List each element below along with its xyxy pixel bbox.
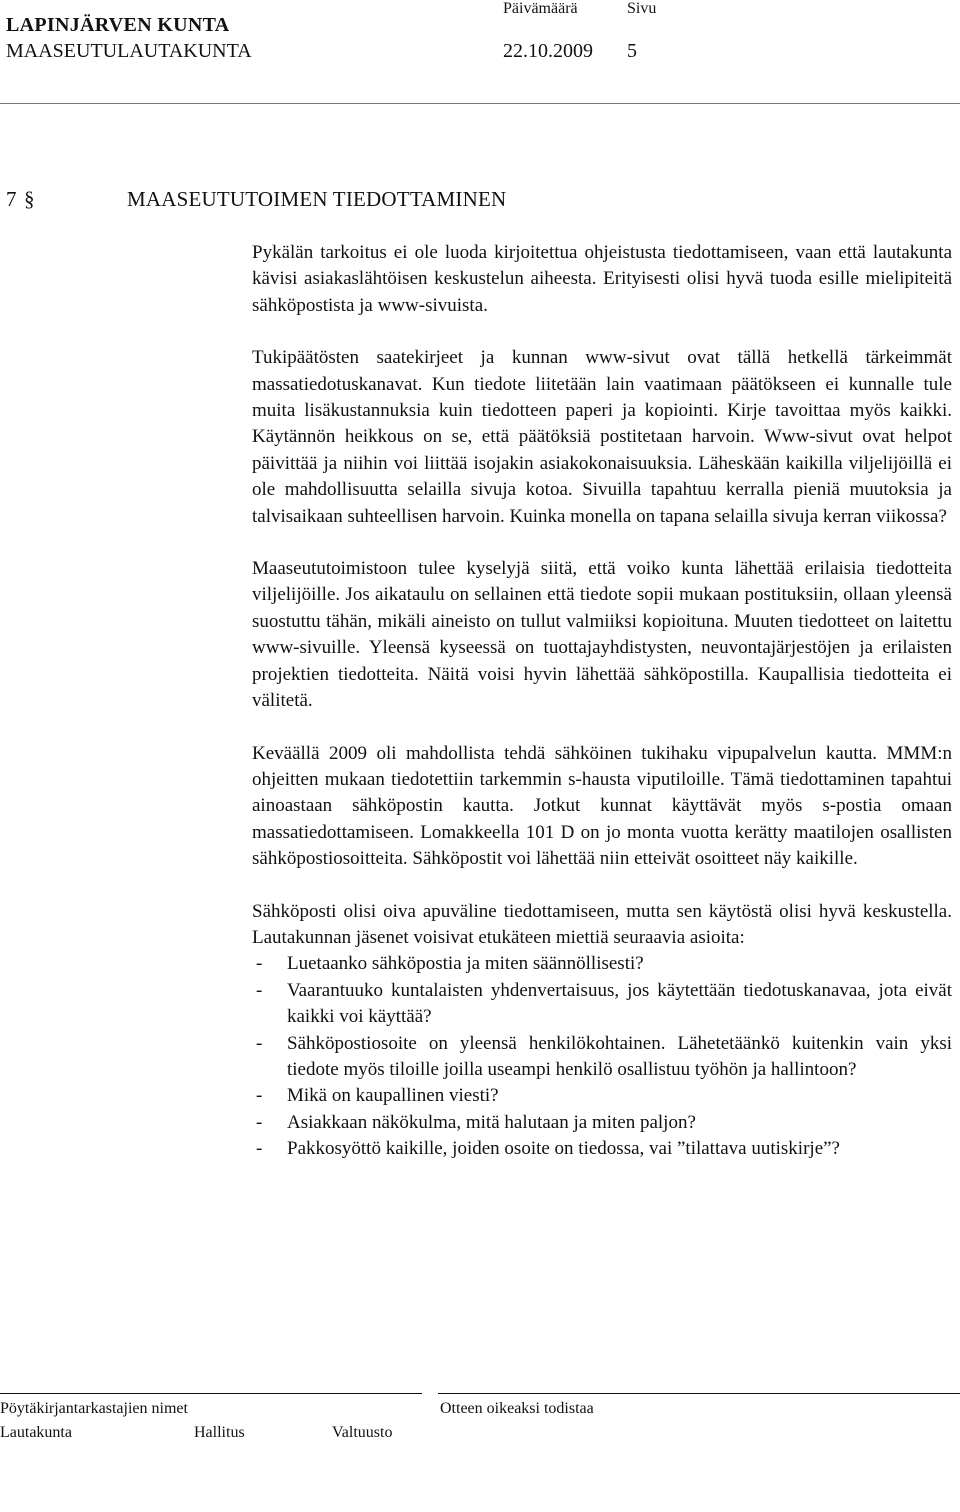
paragraph: Keväällä 2009 oli mahdollista tehdä sähköinen tukihaku vipupalvelun kautta. MMM:n ohjeitten mukaan tiedotettiin tarkemmin s-hausta viputiloille. Tämä tiedottaminen tapahtui ainoastaan sähköpostin kautta. Jotkut kunnat käyttävät myös s-postia omaan massatiedottamiseen. Lomakkeella 101 D on jo monta vuotta kerätty maatilojen osallisten sähköpostiosoitteita. Sähköpostit voi lähettää niin etteivät osoitteet näy kaikille. xyxy=(252,742,952,870)
list-item: - Sähköpostiosoite on yleensä henkilökohtainen. Lähetetäänkö kuitenkin vain yksi tiedote myös tiloille joilla useampi henkilö osallistuu työhön ja hallintoon? xyxy=(256,1032,952,1080)
paragraph: Tukipäätösten saatekirjeet ja kunnan www-sivut ovat tällä hetkellä tärkeimmät massatiedotuskanavat. Kun tiedote liitetään lain vaatimaan päätökseen ei kunnalle tule muita lisäkustannuksia kuin tiedotteen paperi ja kopiointi. Kirje tavoittaa myös kaikki. Käytännön heikkous on se, että päätöksiä postitetaan harvoin. Www-sivut ovat helpot päivittää ja niihin voi liittää isojakin asiakokonaisuuksia. Läheskään kaikilla viljelijöillä ei ole mahdollisuutta selailla sivuja kotoa. Sivuilla tapahtuu kerralla pieniä muutoksia ja talvisaikaan suhteellisen harvoin. Kuinka monella on tapana selailla sivuja kerran viikossa? xyxy=(252,347,952,527)
footer-divider-right xyxy=(438,1393,960,1394)
list-item: - Pakkosyöttö kaikille, joiden osoite on tiedossa, vai ”tilattava uutiskirje”? xyxy=(252,1136,952,1162)
section-number: 7 xyxy=(6,187,17,211)
list-item: - Asiakkaan näkökulma, mitä halutaan ja miten paljon? xyxy=(252,1110,952,1136)
paragraph: Sähköposti olisi oiva apuväline tiedottamiseen, mutta sen käytöstä olisi hyvä keskustella. Lautakunnan jäsenet voisivat etukäteen miettiä seuraavia asioita: xyxy=(252,900,952,948)
board-name: MAASEUTULAUTAKUNTA xyxy=(6,40,252,62)
footer-certify-title: Otteen oikeaksi todistaa xyxy=(440,1400,594,1417)
date-label: Päivämäärä xyxy=(503,0,578,17)
section-mark: § xyxy=(24,187,35,211)
footer-option-lautakunta: Lautakunta xyxy=(0,1424,72,1441)
paragraph: Pykälän tarkoitus ei ole luoda kirjoitettua ohjeistusta tiedottamiseen, vaan että lautakunta kävisi asiakaslähtöisen keskustelun aiheesta. Erityisesti olisi hyvä tuoda esille mielipiteitä sähköpostista ja www-sivuista. xyxy=(252,242,952,316)
list-dash: - xyxy=(256,1085,263,1107)
footer-option-hallitus: Hallitus xyxy=(194,1424,245,1441)
list-dash: - xyxy=(256,953,263,975)
list-item: - Vaarantuuko kuntalaisten yhdenvertaisuus, jos käytettään tiedotuskanavaa, jota eivät kaikki voi käyttää? xyxy=(256,979,952,1028)
footer-option-valtuusto: Valtuusto xyxy=(332,1424,393,1441)
paragraph: Maaseututoimistoon tulee kyselyjä siitä, että voiko kunta lähettää erilaisia tiedotteita viljelijöille. Jos aikataulu on sellainen että tiedote sopii mukaan postituksiin, ollaan yleensä suostuttu tähän, mikäli aineisto on tullut valmiiksi kopioituna. Muuten tiedotteet on laitettu www-sivuille. Yleensä kyseessä on tuottajayhdistysten, neuvontajärjestöjen ja erilaisten projektien tiedotteita. Näitä voisi hyvin lähettää sähköpostilla. Kaupallisia tiedotteita ei välitetä. xyxy=(252,558,952,712)
date-value: 22.10.2009 xyxy=(503,40,593,62)
list-dash: - xyxy=(256,1138,263,1160)
page-number: 5 xyxy=(627,40,637,62)
list-item: - Mikä on kaupallinen viesti? xyxy=(252,1083,952,1109)
page-label: Sivu xyxy=(627,0,657,17)
list-dash: - xyxy=(256,979,263,1001)
document-body xyxy=(252,240,952,1163)
section-title: MAASEUTUTOIMEN TIEDOTTAMINEN xyxy=(127,187,507,211)
list-item: - Luetaanko sähköpostia ja miten säännöllisesti? xyxy=(252,951,952,977)
list-dash: - xyxy=(256,1111,263,1133)
organization-name: LAPINJÄRVEN KUNTA xyxy=(6,14,230,36)
header-divider xyxy=(0,103,960,104)
list-dash: - xyxy=(256,1032,263,1054)
footer-checkers-title: Pöytäkirjantarkastajien nimet xyxy=(0,1400,188,1417)
question-list xyxy=(252,951,952,1162)
footer-divider-left xyxy=(0,1393,422,1394)
